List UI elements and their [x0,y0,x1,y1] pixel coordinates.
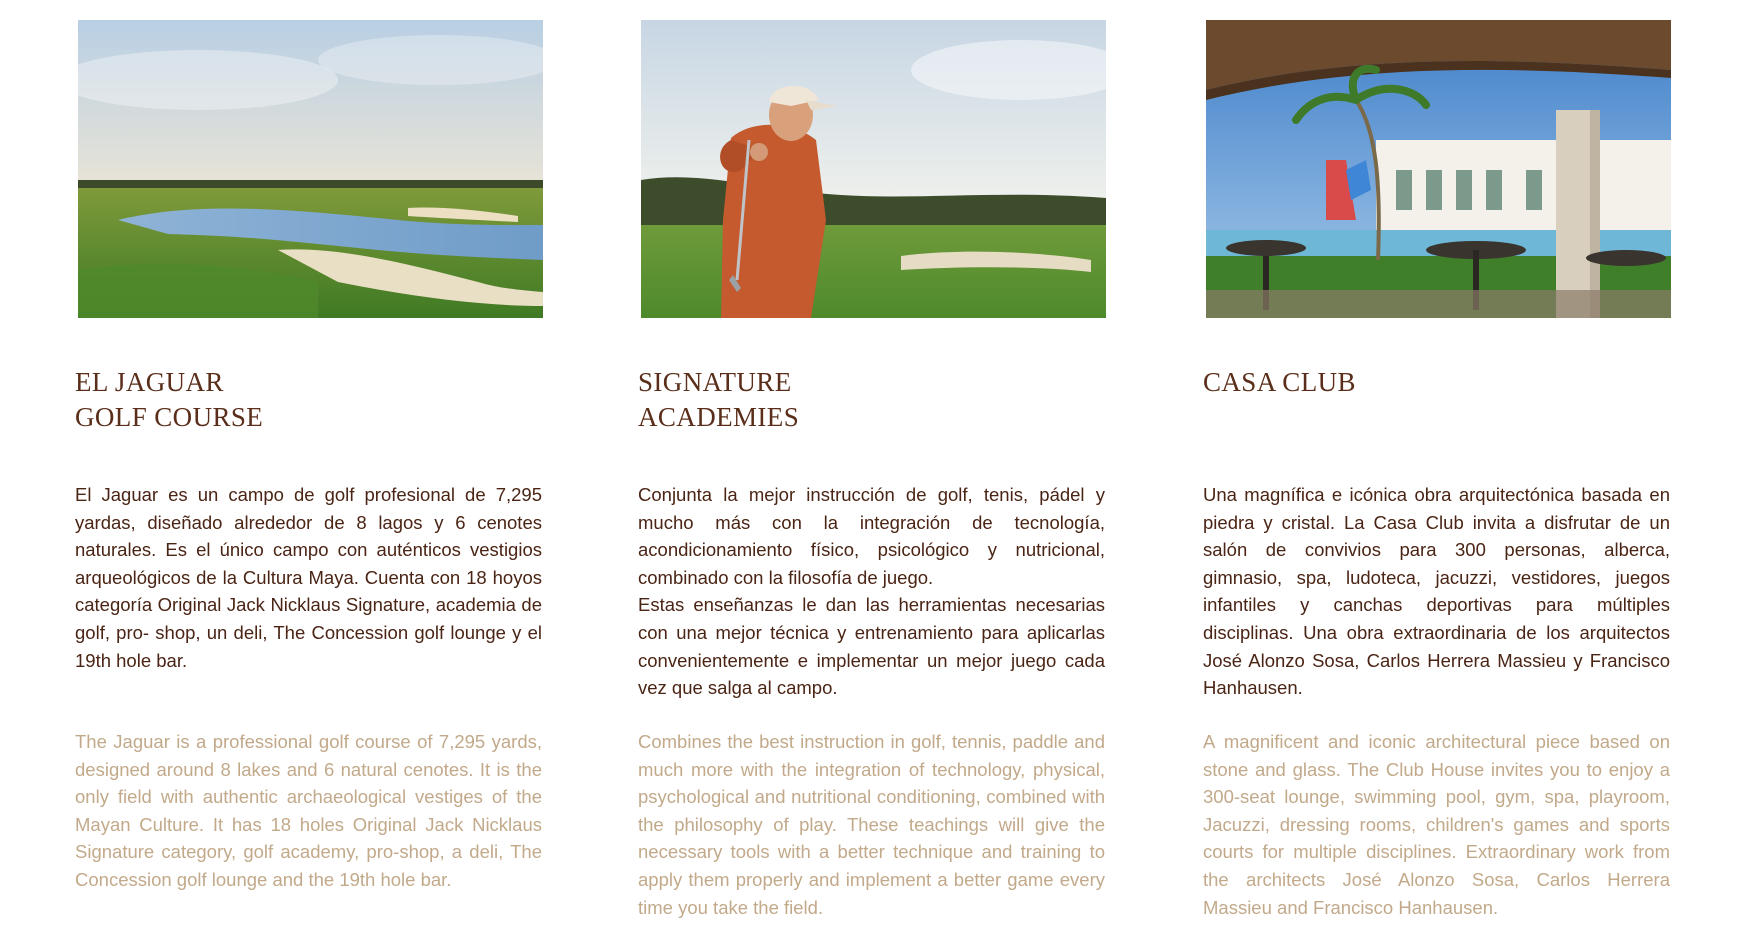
spanish-description [75,481,542,674]
english-description: The Jaguar is a professional golf course of 7,295 yards, designed around 8 lakes and 6 natural cenotes. It is the only field with authentic archaeological vestiges of the Mayan Culture. It has 18 holes Original Jack Nicklaus Signature category, golf academy, pro-shop, a deli, The Concession golf lounge and the 19th hole bar. [75,731,542,890]
english-description: A magnificent and iconic architectural piece based on stone and glass. The Club House invites you to enjoy a 300-seat lounge, swimming pool, gym, spa, playroom, Jacuzzi, dressing rooms, children's games and sports courts for multiple disciplines. Extraordinary work from the architects José Alonzo Sosa, Carlos Herrera Massieu and Francisco Hanhausen. [1203,731,1670,918]
spanish-description [1203,481,1670,702]
english-description: Combines the best instruction in golf, tennis, paddle and much more with the integration of technology, physical, psychological and nutritional conditioning, combined with the philosophy of play. These teachings will give the necessary tools with a better technique and training to apply them properly and implement a better game every time you take the field. [638,731,1105,918]
spanish-paragraph: Una magnífica e icónica obra arquitectónica basada en piedra y cristal. La Casa Club invita a disfrutar de un salón de convivios para 300 personas, alberca, gimnasio, spa, ludoteca, jacuzzi, vestidores, juegos infantiles y canchas deportivas para múltiples disciplinas. Una obra extraordinaria de los arquitectos José Alonzo Sosa, Carlos Herrera Massieu y Francisco Hanhausen. [1203,484,1670,699]
title-line: SIGNATURE [638,367,792,397]
golfer-swing-photo [641,20,1106,318]
golf-course-landscape-photo [78,20,543,318]
section-title [638,365,799,435]
spanish-paragraph: El Jaguar es un campo de golf profesional de 7,295 yardas, diseñado alrededor de 8 lagos y 6 cenotes naturales. Es el único campo con auténticos vestigios arqueológicos de la Cultura Maya. Cuenta con 18 hoyos categoría Original Jack Nicklaus Signature, academia de golf, pro- shop, un deli, The Concession golf lounge y el 19th hole bar. [75,484,542,671]
title-line: EL JAGUAR [75,367,224,397]
spanish-paragraph: Conjunta la mejor instrucción de golf, tenis, pádel y mucho más con la integración de tecnología, acondicionamiento físico, psicológico y nutricional, combinado con la filosofía de juego. [638,484,1105,588]
club-house-terrace-photo [1206,20,1671,318]
spanish-description [638,481,1105,702]
title-line: CASA CLUB [1203,367,1356,397]
spanish-paragraph: Estas enseñanzas le dan las herramientas necesarias con una mejor técnica y entrenamiento para aplicarlas convenientemente e implementar un mejor juego cada vez que salga al campo. [638,594,1105,699]
section-title [1203,365,1356,400]
title-line: ACADEMIES [638,402,800,432]
title-line: GOLF COURSE [75,402,264,432]
section-title [75,365,263,435]
